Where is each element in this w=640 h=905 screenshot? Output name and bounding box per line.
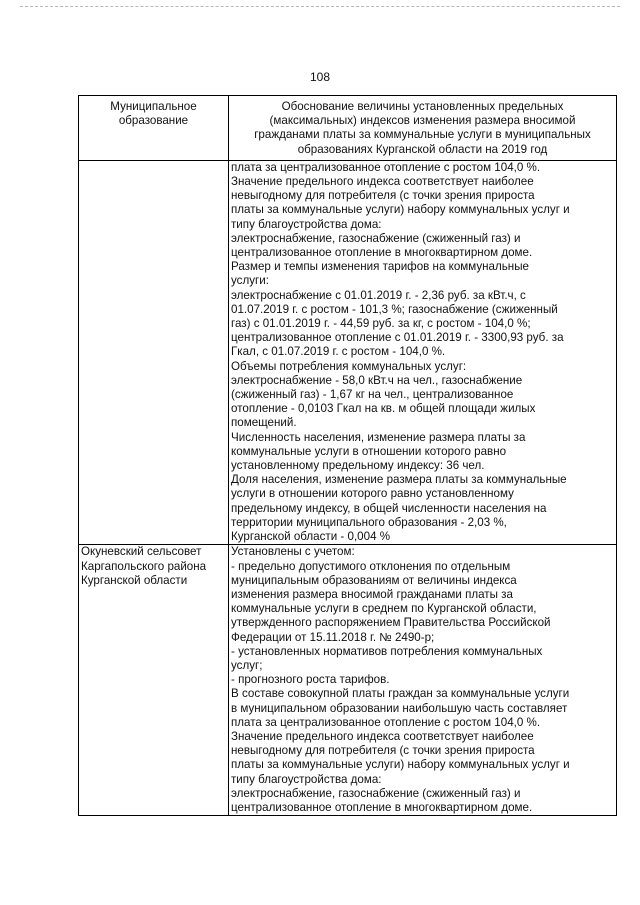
text-line: Размер и темпы изменения тарифов на коммунальные	[231, 260, 529, 274]
text-line: Окуневский сельсовет	[81, 545, 202, 559]
text-line: централизованное отопление с 01.01.2019 г. - 3300,93 руб. за	[231, 331, 564, 345]
text-line: - предельно допустимого отклонения по отдельным	[231, 559, 511, 573]
text-line: услуги в отношении которого равно установленному	[231, 487, 514, 501]
text-line: централизованное отопление в многоквартирном доме.	[231, 800, 533, 814]
row-2-justification	[229, 545, 617, 816]
text-line: Численность населения, изменение размера платы за	[231, 430, 526, 444]
text-line: Обоснование величины установленных предельных	[281, 100, 564, 113]
text-line: централизованное отопление в многоквартирном доме.	[231, 246, 533, 260]
page-number: 108	[309, 70, 331, 84]
text-line: - прогнозного роста тарифов.	[231, 673, 390, 687]
text-line: образованиях Курганской области на 2019 год	[297, 142, 548, 156]
text-line: электроснабжение, газоснабжение (сжиженный газ) и	[231, 786, 521, 800]
text-line: типу благоустройства дома:	[231, 217, 382, 231]
text-line: территории муниципального образования - 2,03 %,	[231, 515, 507, 529]
text-line: плата за централизованное отопление с ростом 104,0 %.	[231, 715, 541, 729]
row-1-justification	[229, 160, 617, 544]
text-line: электроснабжение, газоснабжение (сжиженный газ) и	[231, 231, 521, 245]
text-line: (максимальных) индексов изменения размера вносимой	[269, 114, 576, 128]
text-line: Гкал, с 01.07.2019 г. с ростом - 104,0 %.	[231, 345, 446, 359]
text-line: типу благоустройства дома:	[231, 772, 382, 786]
table-header-row	[79, 96, 617, 161]
text-line: электроснабжение - 58,0 кВт.ч на чел., газоснабжение	[231, 373, 523, 387]
header-municipality	[79, 96, 229, 161]
text-line: коммунальные услуги в среднем по Курганской области,	[231, 602, 537, 616]
text-line: Курганской области - 0,004 %	[231, 530, 391, 544]
text-line: Доля населения, изменение размера платы за коммунальные	[231, 473, 567, 487]
text-line: услуги:	[231, 274, 269, 288]
text-line: услуг;	[231, 658, 263, 672]
text-line: в муниципальном образовании наибольшую часть составляет	[231, 701, 568, 715]
table-row	[79, 160, 617, 544]
header-justification	[229, 96, 617, 161]
text-line: В составе совокупной платы граждан за коммунальные услуги	[231, 687, 570, 701]
text-line: Муниципальное	[110, 100, 197, 113]
text-line: утвержденного распоряжением Правительства Российской	[231, 616, 551, 630]
text-line: (сжиженный газ) - 1,67 кг на чел., централизованное	[231, 388, 514, 402]
text-line: отопление - 0,0103 Гкал на кв. м общей площади жилых	[231, 402, 536, 416]
scan-edge-line	[20, 6, 620, 7]
text-line: платы за коммунальные услуги) набору коммунальных услуг и	[231, 758, 570, 772]
text-line: Значение предельного индекса соответствует наиболее	[231, 729, 534, 743]
text-line: Установлены с учетом:	[231, 545, 355, 559]
text-line: Курганской области	[81, 573, 188, 587]
text-line: невыгодному для потребителя (с точки зрения прироста	[231, 744, 535, 758]
text-line: установленному предельному индексу: 36 чел.	[231, 459, 485, 473]
row-1-municipality	[79, 160, 229, 544]
text-line: предельному индексу, в общей численности населения на	[231, 501, 547, 515]
justification-table	[78, 95, 617, 816]
text-line: - установленных нормативов потребления коммунальных	[231, 644, 543, 658]
text-line: изменения размера вносимой гражданами платы за	[231, 587, 513, 601]
text-line: Значение предельного индекса соответствует наиболее	[231, 175, 534, 189]
text-line: невыгодному для потребителя (с точки зрения прироста	[231, 189, 535, 203]
table-row	[79, 545, 617, 816]
text-line: образование	[118, 114, 189, 128]
text-line: гражданами платы за коммунальные услуги в муниципальных	[254, 128, 591, 142]
text-line: муниципальным образованиям от величины индекса	[231, 573, 517, 587]
text-line: Объемы потребления коммунальных услуг:	[231, 359, 467, 373]
text-line: электроснабжение с 01.01.2019 г. - 2,36 руб. за кВт.ч, с	[231, 288, 526, 302]
text-line: Федерации от 15.11.2018 г. № 2490-р;	[231, 630, 435, 644]
row-2-municipality	[79, 545, 229, 816]
text-line: газ) с 01.01.2019 г. - 44,59 руб. за кг, с ростом - 104,0 %;	[231, 317, 531, 331]
text-line: платы за коммунальные услуги) набору коммунальных услуг и	[231, 203, 570, 217]
text-line: плата за централизованное отопление с ростом 104,0 %.	[231, 160, 541, 174]
text-line: 01.07.2019 г. с ростом - 101,3 %; газоснабжение (сжиженный	[231, 302, 558, 316]
text-line: помещений.	[231, 416, 297, 430]
text-line: коммунальные услуги в отношении которого равно	[231, 444, 507, 458]
text-line: Каргапольского района	[81, 559, 207, 573]
